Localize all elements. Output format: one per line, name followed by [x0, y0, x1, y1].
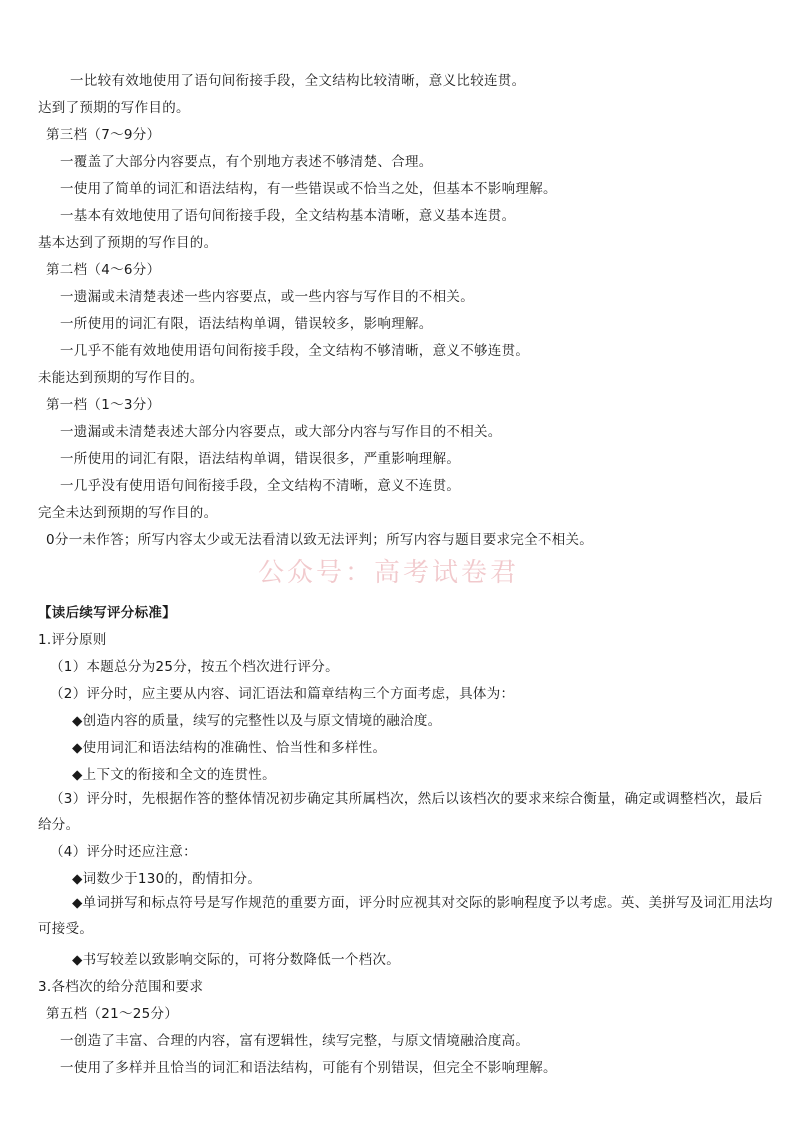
bullet-item: ◆创造内容的质量，续写的完整性以及与原文情境的融洽度。	[72, 713, 442, 729]
text-line: 未能达到预期的写作目的。	[38, 370, 204, 386]
tier-heading: 第三档（7～9分）	[46, 127, 161, 143]
text-line: （1）本题总分为25分，按五个档次进行评分。	[50, 659, 339, 675]
text-line: 一所使用的词汇有限，语法结构单调，错误很多，严重影响理解。	[60, 451, 461, 467]
text-line: 一遗漏或未清楚表述大部分内容要点，或大部分内容与写作目的不相关。	[60, 424, 502, 440]
section-title: 【读后续写评分标准】	[38, 605, 176, 621]
text-line: 一基本有效地使用了语句间衔接手段，全文结构基本清晰，意义基本连贯。	[60, 208, 516, 224]
paragraph: （3）评分时，先根据作答的整体情况初步确定其所属档次，然后以该档次的要求来综合衡量，确定或调整档次，最后给分。	[38, 791, 763, 833]
text-line: 一比较有效地使用了语句间衔接手段，全文结构比较清晰，意义比较连贯。	[70, 73, 526, 89]
text-line: 一使用了多样并且恰当的词汇和语法结构，可能有个别错误，但完全不影响理解。	[60, 1060, 557, 1076]
watermark: 公众号：高考试卷君	[258, 558, 520, 588]
bullet-item: ◆书写较差以致影响交际的，可将分数降低一个档次。	[72, 952, 401, 968]
text-line: 一遗漏或未清楚表述一些内容要点，或一些内容与写作目的不相关。	[60, 289, 474, 305]
text-line: （2）评分时，应主要从内容、词汇语法和篇章结构三个方面考虑，具体为：	[50, 686, 515, 702]
text-line: 一创造了丰富、合理的内容，富有逻辑性，续写完整，与原文情境融洽度高。	[60, 1033, 530, 1049]
subsection-heading: 3.各档次的给分范围和要求	[38, 979, 204, 995]
bullet-paragraph: ◆单词拼写和标点符号是写作规范的重要方面，评分时应视其对交际的影响程度予以考虑。英、美拼写及词汇用法均可接受。	[38, 895, 773, 937]
subsection-heading: 1.评分原则	[38, 632, 107, 648]
tier-heading: 第五档（21～25分）	[46, 1006, 179, 1022]
text-line: 达到了预期的写作目的。	[38, 100, 190, 116]
zero-score-rule: 0分一未作答；所写内容太少或无法看清以致无法评判；所写内容与题目要求完全不相关。	[46, 532, 594, 548]
text-line: 完全未达到预期的写作目的。	[38, 505, 218, 521]
text-line: 一几乎不能有效地使用语句间衔接手段，全文结构不够清晰，意义不够连贯。	[60, 343, 530, 359]
tier-heading: 第二档（4～6分）	[46, 262, 161, 278]
text-line: 一所使用的词汇有限，语法结构单调，错误较多，影响理解。	[60, 316, 433, 332]
bullet-item: ◆词数少于130的，酌情扣分。	[72, 871, 262, 887]
text-line: 一几乎没有使用语句间衔接手段，全文结构不清晰，意义不连贯。	[60, 478, 461, 494]
bullet-item: ◆使用词汇和语法结构的准确性、恰当性和多样性。	[72, 740, 387, 756]
tier-heading: 第一档（1～3分）	[46, 397, 161, 413]
text-line: 基本达到了预期的写作目的。	[38, 235, 218, 251]
text-line: （4）评分时还应注意：	[50, 844, 197, 860]
text-line: 一覆盖了大部分内容要点，有个别地方表述不够清楚、合理。	[60, 154, 433, 170]
bullet-item: ◆上下文的衔接和全文的连贯性。	[72, 767, 276, 783]
text-line: 一使用了简单的词汇和语法结构，有一些错误或不恰当之处，但基本不影响理解。	[60, 181, 557, 197]
